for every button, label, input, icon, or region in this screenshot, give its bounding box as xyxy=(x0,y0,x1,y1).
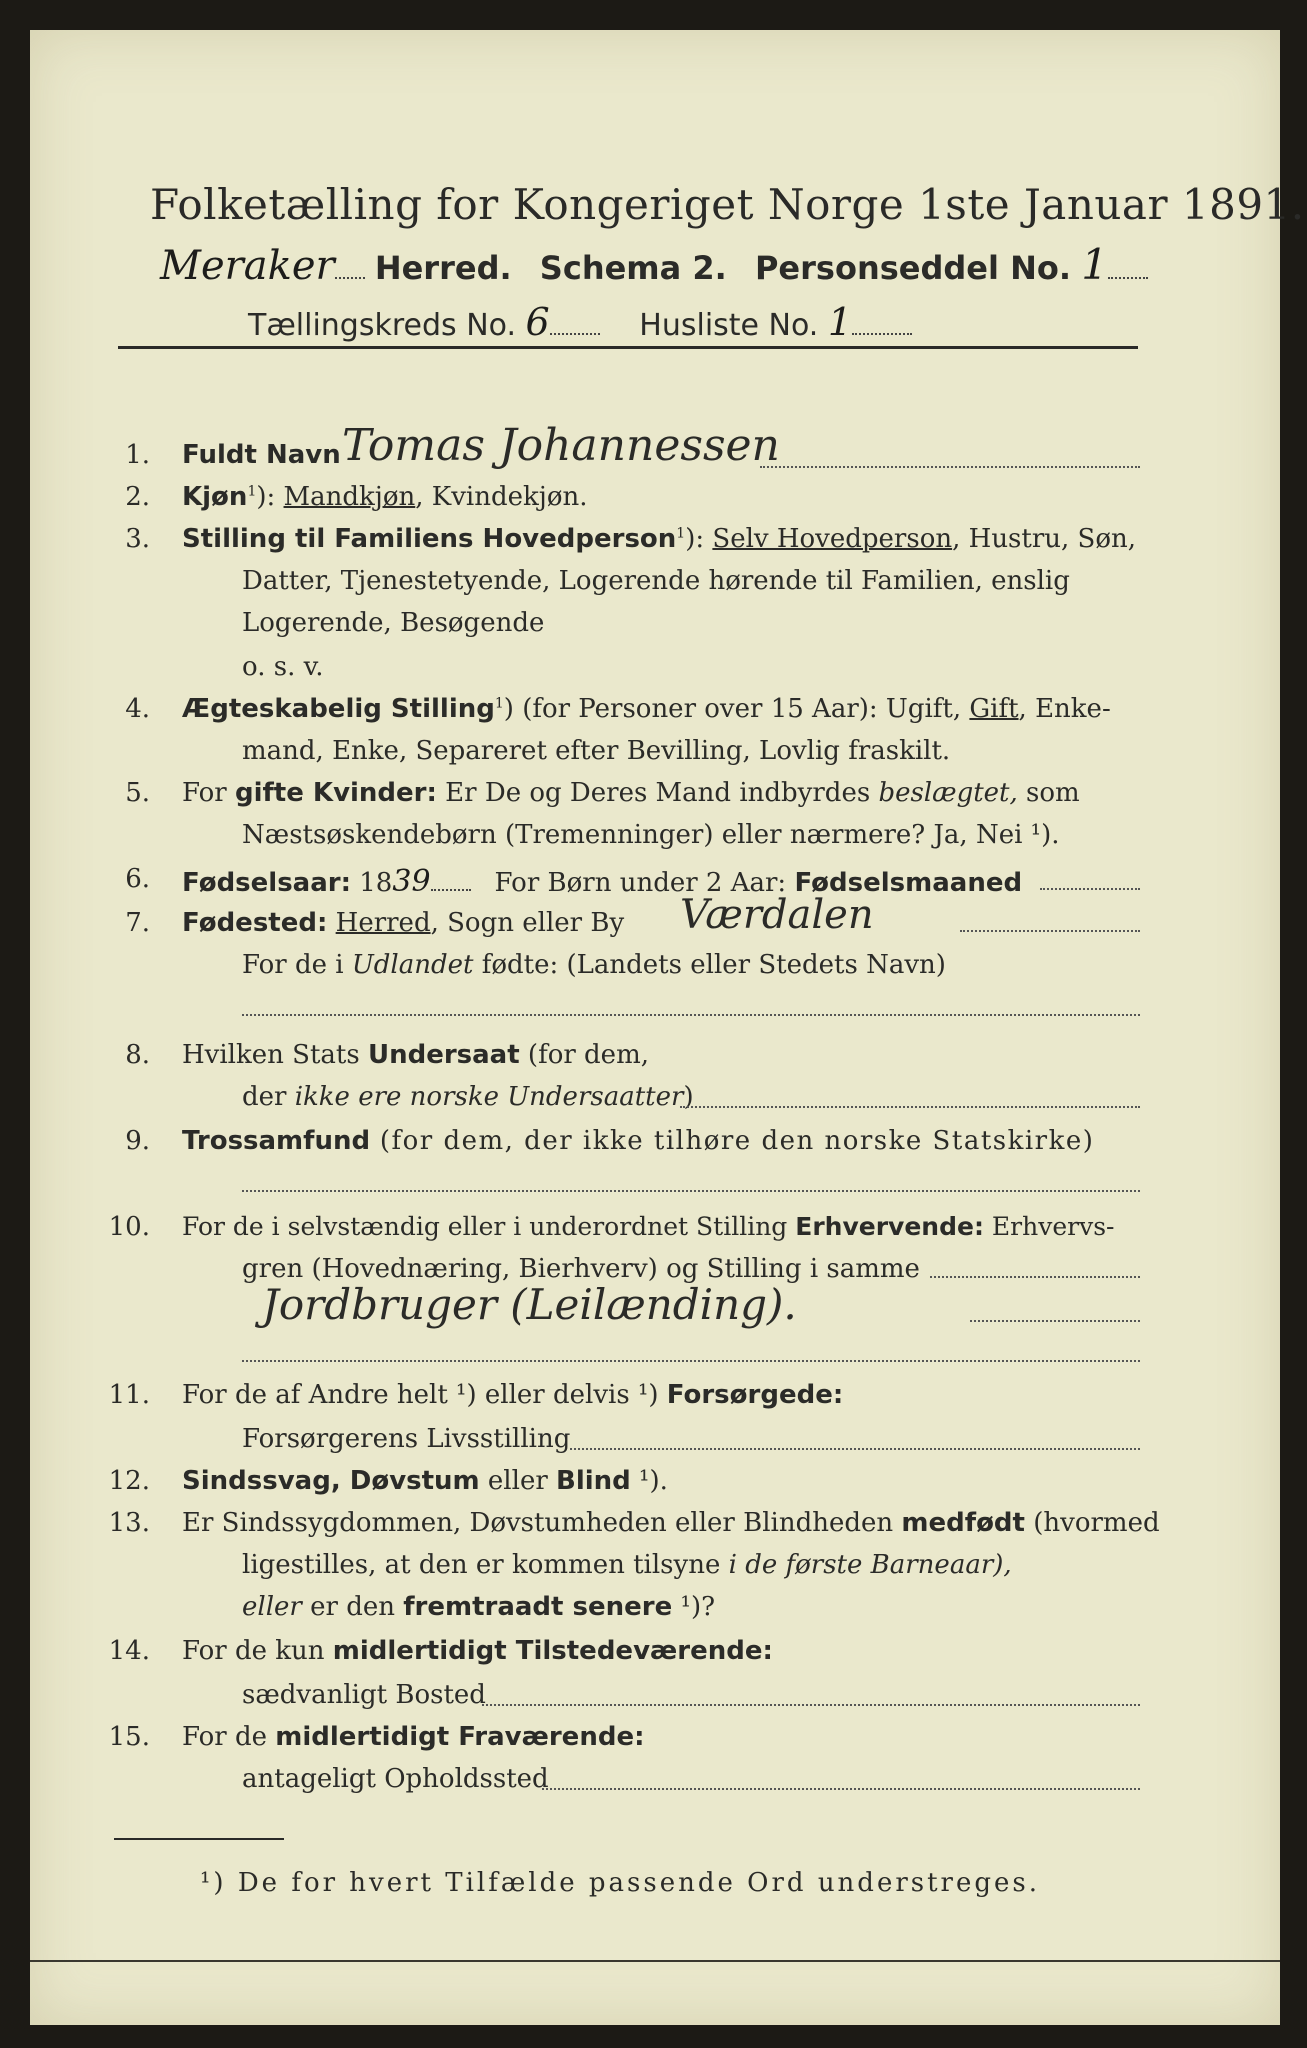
item-3-sup: 1 xyxy=(676,525,686,542)
item-14-dotline xyxy=(482,1704,1140,1706)
item-10-line2: gren (Hovednæring, Bierhverv) og Stilling i samme xyxy=(242,1254,920,1284)
item-2-number: 2. xyxy=(125,482,150,512)
item-13-line1 xyxy=(182,1508,1160,1538)
item-7-line1 xyxy=(182,908,624,938)
item-9-label: Trossamfund xyxy=(182,1126,371,1156)
item-9-rest: (for dem, der ikke tilhøre den norske Statskirke) xyxy=(370,1126,1095,1156)
taellingskreds-row xyxy=(248,300,912,344)
taellingskreds-label: Tællingskreds No. xyxy=(248,308,516,343)
item-12-number: 12. xyxy=(108,1466,150,1496)
item-2-rest: ): xyxy=(256,482,284,512)
item-7-number: 7. xyxy=(125,908,150,938)
item-12-label: Sindssvag, Døvstum xyxy=(182,1466,480,1496)
item-5-lead: For xyxy=(182,778,235,808)
footnote-rule xyxy=(114,1838,284,1840)
item-7-line2-b: fødte: (Landets eller Stedets Navn) xyxy=(473,950,946,980)
item-7-option-herred[interactable]: Herred xyxy=(335,908,431,938)
item-9-number: 9. xyxy=(125,1126,150,1156)
item-6-label2: Fødselsmaaned xyxy=(794,868,1023,898)
item-5-line1 xyxy=(182,778,1080,808)
item-2-option-mandkjon[interactable]: Mandkjøn xyxy=(283,482,416,512)
herred-row xyxy=(160,240,1148,289)
footnote: ¹) De for hvert Tilfælde passende Ord understreges. xyxy=(200,1868,1041,1898)
item-12-label2: Blind xyxy=(556,1466,631,1496)
item-12-line1 xyxy=(182,1466,668,1496)
item-8-number: 8. xyxy=(125,1040,150,1070)
item-3-line2: Datter, Tjenestetyende, Logerende hørende til Familien, enslig xyxy=(242,566,1070,596)
item-10-dotline-2 xyxy=(970,1320,1140,1322)
item-13-rest: (hvormed xyxy=(1024,1508,1160,1538)
item-1-dotline xyxy=(760,466,1140,468)
item-4-sup: 1 xyxy=(494,695,504,712)
item-2-label: Kjøn xyxy=(182,482,248,512)
item-7-line2-a: For de i xyxy=(242,950,352,980)
personseddel-value[interactable]: 1 xyxy=(1081,240,1108,289)
item-7-line2-italic: Udlandet xyxy=(351,950,474,980)
item-7-dotline-2 xyxy=(242,1014,1140,1016)
item-3-rest: ): xyxy=(685,524,713,554)
item-4-line1-b: , Enke- xyxy=(1018,694,1111,724)
item-11-lead: For de af Andre helt ¹) eller delvis ¹) xyxy=(182,1380,667,1410)
item-9-line1 xyxy=(182,1126,1094,1156)
item-7-rest: , Sogn eller By xyxy=(430,908,625,938)
item-14-number: 14. xyxy=(108,1636,150,1666)
item-6-dotline xyxy=(1040,888,1140,890)
item-3-line3: Logerende, Besøgende xyxy=(242,608,545,638)
item-6-mid: For Børn under 2 Aar: xyxy=(494,868,795,898)
item-15-lead: For de xyxy=(182,1722,276,1752)
item-10-lead: For de i selvstændig eller i underordnet Stilling xyxy=(182,1212,796,1241)
item-11-line1 xyxy=(182,1380,843,1410)
item-14-line1 xyxy=(182,1636,773,1666)
item-13-line2-a: ligestilles, at den er kommen tilsyne xyxy=(242,1550,729,1580)
item-13-label: medfødt xyxy=(901,1508,1025,1538)
item-13-lead: Er Sindssygdommen, Døvstumheden eller Blindheden xyxy=(182,1508,902,1538)
item-8-dotline xyxy=(680,1106,1140,1108)
item-10-dotline-1 xyxy=(930,1276,1140,1278)
item-4-line1-a: ) (for Personer over 15 Aar): Ugift, xyxy=(503,694,970,724)
husliste-value[interactable]: 1 xyxy=(827,300,853,344)
item-11-label: Forsørgede: xyxy=(666,1380,844,1410)
husliste-label: Husliste No. xyxy=(639,308,819,343)
item-6-line xyxy=(182,864,1022,899)
item-5-line1-italic: beslægtet, xyxy=(878,778,1018,808)
item-4-line2: mand, Enke, Separeret efter Bevilling, Lovlig fraskilt. xyxy=(242,736,951,766)
item-6-prefix: 18 xyxy=(351,868,393,898)
item-7-label: Fødested: xyxy=(182,908,328,938)
item-10-number: 10. xyxy=(108,1212,150,1242)
taellingskreds-value[interactable]: 6 xyxy=(525,300,550,344)
item-15-line2: antageligt Opholdssted xyxy=(242,1764,549,1794)
item-11-line2: Forsørgerens Livsstilling xyxy=(242,1424,571,1454)
item-13-line3-italic: eller xyxy=(242,1592,302,1622)
item-2-text xyxy=(182,482,587,512)
item-13-line3 xyxy=(242,1592,715,1622)
item-4-number: 4. xyxy=(125,694,150,724)
item-5-line2: Næstsøskendebørn (Tremenninger) eller nærmere? Ja, Nei ¹). xyxy=(242,820,1060,850)
item-8-line2 xyxy=(242,1082,694,1112)
item-6-number: 6. xyxy=(125,864,150,894)
item-2-sup: 1 xyxy=(247,483,257,500)
item-5-line1-b: som xyxy=(1017,778,1080,808)
item-15-label: midlertidigt Fraværende: xyxy=(275,1722,645,1752)
bottom-rule xyxy=(30,1960,1280,1962)
item-8-label: Undersaat xyxy=(367,1040,520,1070)
item-7-value[interactable]: Værdalen xyxy=(680,892,874,938)
item-4-option-gift[interactable]: Gift xyxy=(969,694,1019,724)
form-title: Folketælling for Kongeriget Norge 1ste Januar 1891. xyxy=(150,180,1305,229)
item-14-label: midlertidigt Tilstedeværende: xyxy=(332,1636,773,1666)
item-1-label: Fuldt Navn xyxy=(182,440,341,470)
item-12-mid: eller xyxy=(479,1466,557,1496)
item-3-line4: o. s. v. xyxy=(242,652,324,682)
item-13-line3-c: ¹)? xyxy=(672,1592,716,1622)
item-8-line1 xyxy=(182,1040,649,1070)
item-3-number: 3. xyxy=(125,524,150,554)
item-7-line2 xyxy=(242,950,946,980)
item-8-line2-b: ) xyxy=(683,1082,694,1112)
item-13-number: 13. xyxy=(108,1508,150,1538)
item-10-value[interactable]: Jordbruger (Leilænding). xyxy=(262,1280,797,1329)
item-11-dotline xyxy=(570,1448,1140,1450)
item-13-line3-a: er den xyxy=(301,1592,404,1622)
item-7-dotline xyxy=(960,930,1140,932)
item-3-line1 xyxy=(182,524,1136,554)
item-1-value[interactable]: Tomas Johannessen xyxy=(342,420,780,471)
item-4-line1 xyxy=(182,694,1111,724)
herred-value[interactable]: Meraker xyxy=(160,243,335,289)
item-10-label: Erhvervende: xyxy=(795,1212,984,1241)
item-3-label: Stilling til Familiens Hovedperson xyxy=(182,524,677,554)
item-14-line2: sædvanligt Bosted xyxy=(242,1680,486,1710)
item-13-line2 xyxy=(242,1550,1012,1580)
item-13-line3-bold: fremtraadt senere xyxy=(403,1592,673,1622)
item-5-line1-a: Er De og Deres Mand indbyrdes xyxy=(436,778,879,808)
item-5-number: 5. xyxy=(125,778,150,808)
item-10-line1 xyxy=(182,1212,1114,1241)
item-9-dotline xyxy=(242,1190,1140,1192)
item-13-line2-italic: i de første Barneaar), xyxy=(728,1550,1012,1580)
item-4-label: Ægteskabelig Stilling xyxy=(182,694,495,724)
personseddel-label: Personseddel No. xyxy=(754,249,1072,287)
item-8-line2-a: der xyxy=(242,1082,295,1112)
item-6-value[interactable]: 39 xyxy=(392,864,431,899)
item-2-option-kvindekjon[interactable]: , Kvindekjøn. xyxy=(415,482,588,512)
census-form xyxy=(30,30,1305,2025)
item-15-line1 xyxy=(182,1722,644,1752)
item-6-label: Fødselsaar: xyxy=(182,868,351,898)
item-3-line1-rest: , Hustru, Søn, xyxy=(952,524,1137,554)
item-10-dotline-3 xyxy=(242,1360,1140,1362)
item-15-number: 15. xyxy=(108,1722,150,1752)
item-10-rest: Erhvervs- xyxy=(983,1212,1115,1241)
herred-label: Herred. xyxy=(374,249,512,287)
item-15-dotline xyxy=(542,1788,1140,1790)
item-3-option-selv[interactable]: Selv Hovedperson xyxy=(712,524,953,554)
item-8-lead: Hvilken Stats xyxy=(182,1040,368,1070)
item-14-lead: For de kun xyxy=(182,1636,333,1666)
item-8-rest: (for dem, xyxy=(519,1040,649,1070)
item-5-label: gifte Kvinder: xyxy=(234,778,437,808)
header-divider xyxy=(118,346,1138,349)
item-8-line2-italic: ikke ere norske Undersaatter xyxy=(294,1082,684,1112)
item-1-number: 1. xyxy=(125,440,150,470)
schema-label: Schema 2. xyxy=(539,249,727,287)
item-11-number: 11. xyxy=(108,1380,150,1410)
item-12-rest: ¹). xyxy=(630,1466,668,1496)
